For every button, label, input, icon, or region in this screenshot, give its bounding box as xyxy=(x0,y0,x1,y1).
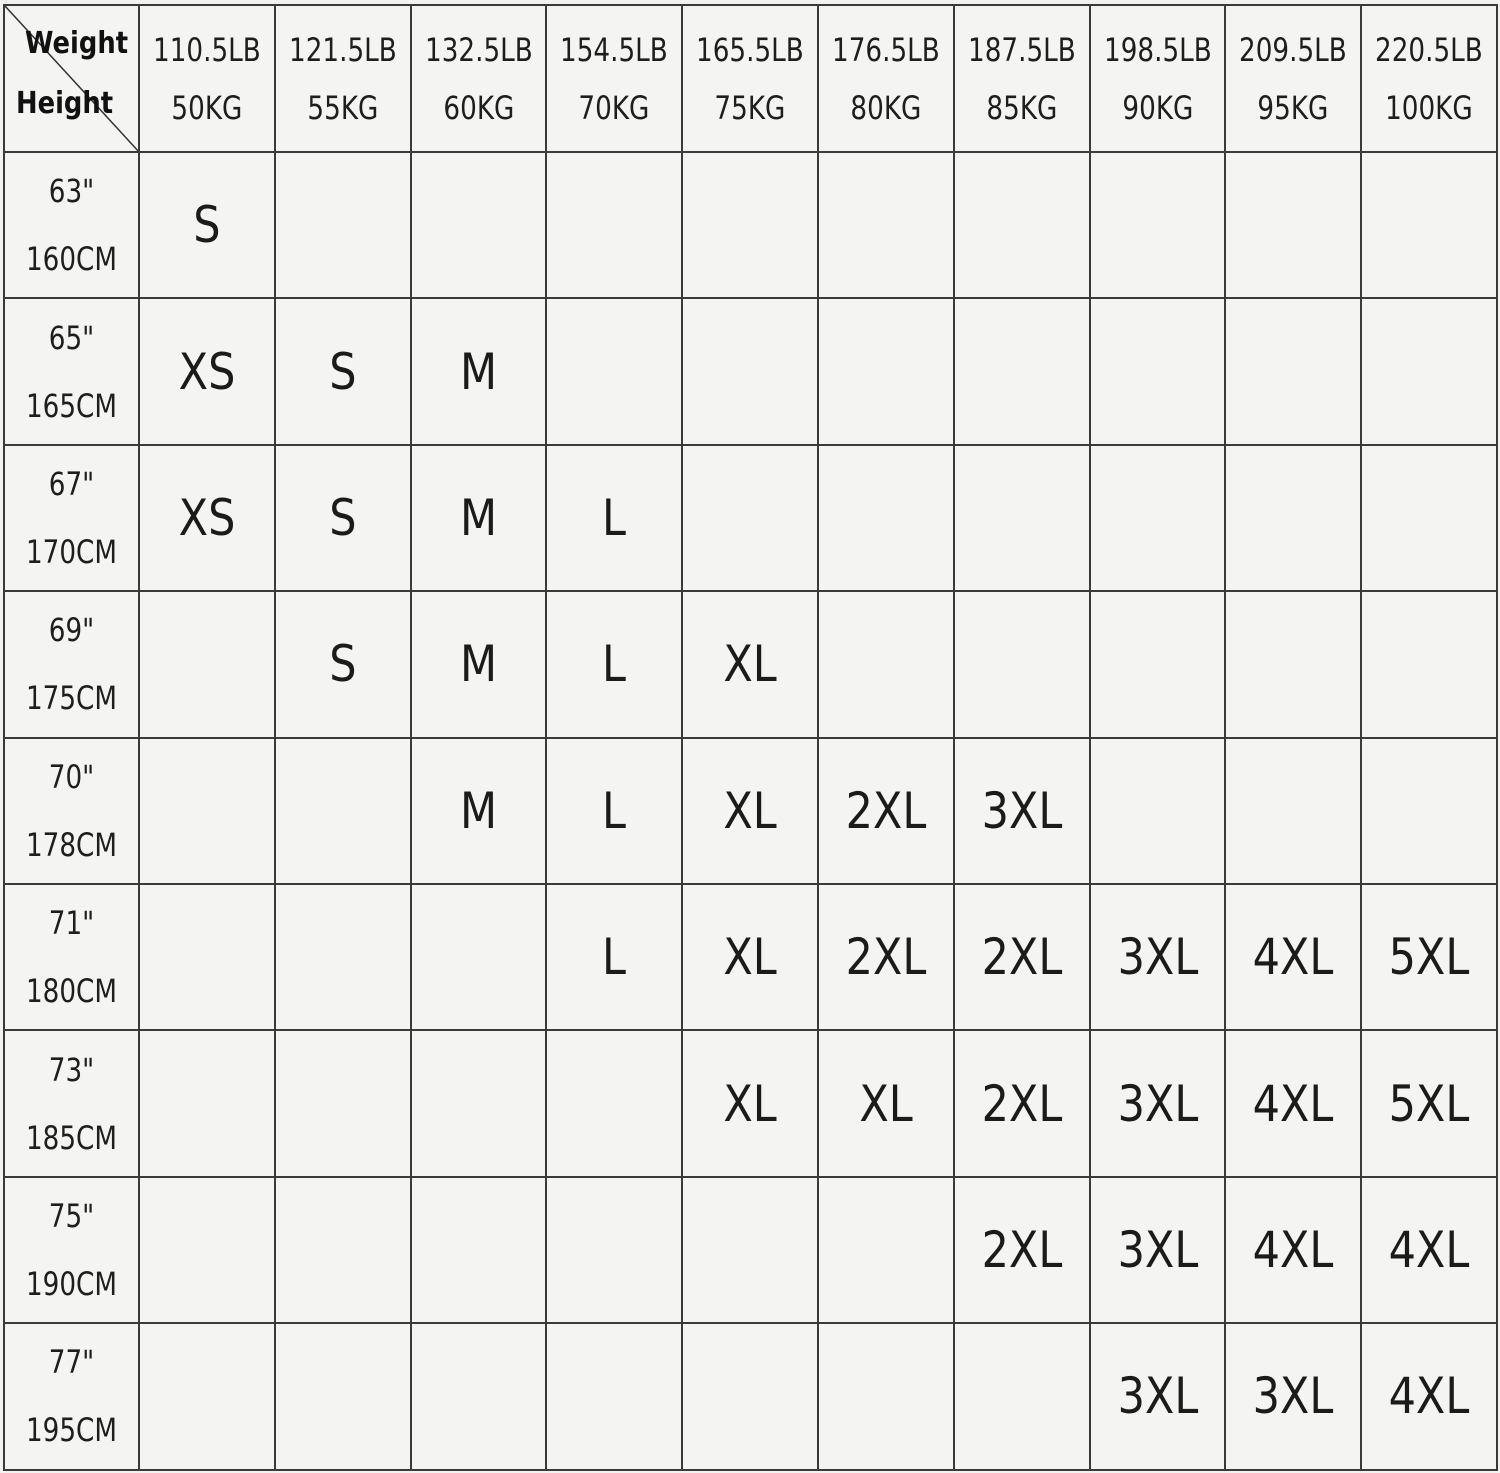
size-cell xyxy=(1225,738,1361,884)
size-cell xyxy=(1361,152,1497,298)
weight-header-cell xyxy=(1361,5,1497,152)
size-chart-table xyxy=(3,4,1498,1471)
size-value: 2XL xyxy=(981,928,1063,987)
size-cell xyxy=(1361,1177,1497,1323)
size-cell xyxy=(411,884,547,1030)
weight-lb-label: 132.5LB xyxy=(424,30,533,69)
table-row xyxy=(4,1030,1497,1176)
size-cell xyxy=(275,884,411,1030)
weight-lb-label: 220.5LB xyxy=(1375,30,1483,69)
size-cell xyxy=(818,298,954,444)
size-cell xyxy=(954,152,1090,298)
size-value: L xyxy=(602,488,627,547)
size-cell xyxy=(411,298,547,444)
table-row xyxy=(4,1177,1497,1323)
size-cell xyxy=(546,1323,682,1469)
height-inch-label: 63" xyxy=(48,172,95,211)
weight-header-cell xyxy=(411,5,547,152)
weight-kg-label: 80KG xyxy=(850,88,922,127)
size-value: 4XL xyxy=(1388,1367,1470,1426)
weight-kg-label: 55KG xyxy=(307,88,379,127)
size-cell xyxy=(1225,152,1361,298)
size-cell xyxy=(546,738,682,884)
size-cell xyxy=(1225,884,1361,1030)
size-value: 2XL xyxy=(845,928,927,987)
weight-kg-label: 100KG xyxy=(1385,88,1473,127)
weight-header-cell xyxy=(818,5,954,152)
size-value: 3XL xyxy=(1252,1367,1334,1426)
size-cell xyxy=(411,152,547,298)
size-cell xyxy=(546,152,682,298)
size-cell xyxy=(1225,445,1361,591)
size-value: 3XL xyxy=(1117,1367,1198,1426)
height-inch-label: 69" xyxy=(48,611,95,650)
size-cell xyxy=(954,1030,1090,1176)
size-cell xyxy=(818,152,954,298)
weight-header-cell xyxy=(546,5,682,152)
height-header-cell xyxy=(4,445,139,591)
size-cell xyxy=(139,152,275,298)
weight-header-cell xyxy=(954,5,1090,152)
size-cell xyxy=(275,591,411,737)
size-value: XS xyxy=(178,342,236,401)
size-value: M xyxy=(459,488,498,547)
height-cm-label: 160CM xyxy=(25,240,118,279)
size-value: XL xyxy=(859,1074,913,1133)
size-value: 4XL xyxy=(1252,928,1334,987)
size-value: S xyxy=(329,488,357,547)
size-value: XL xyxy=(723,928,777,987)
size-cell xyxy=(275,738,411,884)
size-cell xyxy=(1090,884,1226,1030)
height-cm-label: 165CM xyxy=(25,386,118,425)
size-cell xyxy=(1090,1030,1226,1176)
table-row xyxy=(4,298,1497,444)
height-cm-label: 170CM xyxy=(25,532,118,571)
height-cm-label: 178CM xyxy=(25,825,118,864)
size-cell xyxy=(954,445,1090,591)
size-cell xyxy=(682,298,818,444)
weight-lb-label: 121.5LB xyxy=(288,30,397,69)
size-cell xyxy=(1361,591,1497,737)
size-cell xyxy=(546,884,682,1030)
height-header-cell xyxy=(4,738,139,884)
header-row xyxy=(4,5,1497,152)
size-cell xyxy=(954,738,1090,884)
size-cell xyxy=(411,738,547,884)
size-cell xyxy=(546,591,682,737)
size-cell xyxy=(411,1177,547,1323)
table-row xyxy=(4,738,1497,884)
weight-kg-label: 75KG xyxy=(714,88,786,127)
size-value: L xyxy=(602,781,627,840)
size-cell xyxy=(1225,298,1361,444)
height-cm-label: 175CM xyxy=(25,679,118,718)
size-cell xyxy=(139,1323,275,1469)
weight-header-cell xyxy=(682,5,818,152)
height-inch-label: 70" xyxy=(48,757,95,796)
size-cell xyxy=(1090,298,1226,444)
size-cell xyxy=(1361,738,1497,884)
size-cell xyxy=(682,1177,818,1323)
weight-kg-label: 90KG xyxy=(1122,88,1193,127)
size-value: M xyxy=(459,342,498,401)
table-row xyxy=(4,591,1497,737)
size-value: 4XL xyxy=(1252,1074,1334,1133)
height-inch-label: 65" xyxy=(48,318,95,357)
size-cell xyxy=(818,1323,954,1469)
size-cell xyxy=(954,591,1090,737)
weight-lb-label: 187.5LB xyxy=(967,30,1076,69)
size-cell xyxy=(818,1030,954,1176)
size-value: M xyxy=(459,635,498,694)
weight-lb-label: 209.5LB xyxy=(1239,30,1348,69)
size-cell xyxy=(139,591,275,737)
weight-header-cell xyxy=(139,5,275,152)
size-value: 2XL xyxy=(981,1220,1063,1279)
table-row xyxy=(4,152,1497,298)
height-header-cell xyxy=(4,1323,139,1469)
size-cell xyxy=(546,298,682,444)
height-header-cell xyxy=(4,884,139,1030)
weight-header-cell xyxy=(1225,5,1361,152)
weight-lb-label: 198.5LB xyxy=(1103,30,1212,69)
size-cell xyxy=(954,1323,1090,1469)
size-cell xyxy=(1361,884,1497,1030)
size-cell xyxy=(275,1323,411,1469)
height-header-cell xyxy=(4,1030,139,1176)
size-value: 4XL xyxy=(1388,1220,1470,1279)
size-cell xyxy=(1225,1177,1361,1323)
height-inch-label: 71" xyxy=(48,904,95,943)
size-cell xyxy=(1225,591,1361,737)
size-cell xyxy=(411,1030,547,1176)
size-cell xyxy=(954,884,1090,1030)
size-value: 2XL xyxy=(845,781,927,840)
size-cell xyxy=(954,1177,1090,1323)
weight-lb-label: 110.5LB xyxy=(153,30,261,69)
size-value: L xyxy=(602,928,627,987)
height-cm-label: 185CM xyxy=(25,1118,118,1157)
size-cell xyxy=(275,1030,411,1176)
height-header-cell xyxy=(4,591,139,737)
size-value: 3XL xyxy=(1117,1220,1198,1279)
size-cell xyxy=(1361,1323,1497,1469)
size-cell xyxy=(1361,1030,1497,1176)
height-inch-label: 75" xyxy=(48,1196,95,1235)
table-row xyxy=(4,884,1497,1030)
size-cell xyxy=(818,1177,954,1323)
size-cell xyxy=(1090,591,1226,737)
size-cell xyxy=(1090,738,1226,884)
size-value: 5XL xyxy=(1388,1074,1470,1133)
size-cell xyxy=(411,445,547,591)
weight-lb-label: 154.5LB xyxy=(560,30,669,69)
weight-header-cell xyxy=(275,5,411,152)
weight-kg-label: 50KG xyxy=(171,88,243,127)
size-cell xyxy=(682,152,818,298)
corner-cell xyxy=(4,5,139,152)
size-cell xyxy=(682,738,818,884)
weight-axis-label: Weight xyxy=(25,26,129,61)
size-cell xyxy=(682,1030,818,1176)
size-cell xyxy=(275,445,411,591)
size-cell xyxy=(411,1323,547,1469)
size-cell xyxy=(818,738,954,884)
size-cell xyxy=(139,445,275,591)
weight-lb-label: 165.5LB xyxy=(696,30,804,69)
size-cell xyxy=(546,1177,682,1323)
size-cell xyxy=(1225,1030,1361,1176)
height-inch-label: 73" xyxy=(48,1050,95,1089)
size-value: S xyxy=(329,342,357,401)
size-value: L xyxy=(602,635,627,694)
height-header-cell xyxy=(4,298,139,444)
size-value: M xyxy=(459,781,498,840)
size-cell xyxy=(139,298,275,444)
size-value: 2XL xyxy=(981,1074,1063,1133)
table-row xyxy=(4,445,1497,591)
size-cell xyxy=(139,884,275,1030)
height-axis-label: Height xyxy=(16,86,114,121)
size-cell xyxy=(1090,1323,1226,1469)
size-value: XL xyxy=(723,1074,777,1133)
weight-kg-label: 60KG xyxy=(443,88,514,127)
size-cell xyxy=(1225,1323,1361,1469)
size-value: XL xyxy=(723,781,777,840)
size-cell xyxy=(682,1323,818,1469)
size-cell xyxy=(818,591,954,737)
size-cell xyxy=(1361,445,1497,591)
table-row xyxy=(4,1323,1497,1469)
size-value: S xyxy=(193,196,221,255)
size-cell xyxy=(682,884,818,1030)
size-cell xyxy=(1361,298,1497,444)
size-cell xyxy=(682,445,818,591)
size-cell xyxy=(139,1177,275,1323)
size-cell xyxy=(818,445,954,591)
size-cell xyxy=(275,152,411,298)
size-value: 3XL xyxy=(1117,928,1198,987)
weight-kg-label: 70KG xyxy=(578,88,650,127)
weight-header-cell xyxy=(1090,5,1226,152)
height-cm-label: 195CM xyxy=(25,1411,118,1450)
size-cell xyxy=(546,1030,682,1176)
size-value: XS xyxy=(178,488,236,547)
size-cell xyxy=(1090,152,1226,298)
size-cell xyxy=(546,445,682,591)
size-cell xyxy=(411,591,547,737)
size-value: 4XL xyxy=(1252,1220,1334,1279)
weight-kg-label: 85KG xyxy=(986,88,1058,127)
size-cell xyxy=(954,298,1090,444)
height-inch-label: 67" xyxy=(48,464,95,503)
size-cell xyxy=(139,738,275,884)
size-value: 3XL xyxy=(1117,1074,1198,1133)
size-value: 3XL xyxy=(981,781,1063,840)
height-inch-label: 77" xyxy=(48,1343,95,1382)
height-header-cell xyxy=(4,1177,139,1323)
height-cm-label: 190CM xyxy=(25,1264,118,1303)
size-cell xyxy=(275,1177,411,1323)
size-cell xyxy=(818,884,954,1030)
size-value: XL xyxy=(723,635,777,694)
weight-lb-label: 176.5LB xyxy=(832,30,940,69)
size-cell xyxy=(682,591,818,737)
size-cell xyxy=(1090,1177,1226,1323)
height-header-cell xyxy=(4,152,139,298)
size-value: 5XL xyxy=(1388,928,1470,987)
height-cm-label: 180CM xyxy=(25,972,118,1011)
size-cell xyxy=(275,298,411,444)
size-value: S xyxy=(329,635,357,694)
size-cell xyxy=(1090,445,1226,591)
size-cell xyxy=(139,1030,275,1176)
weight-kg-label: 95KG xyxy=(1257,88,1329,127)
